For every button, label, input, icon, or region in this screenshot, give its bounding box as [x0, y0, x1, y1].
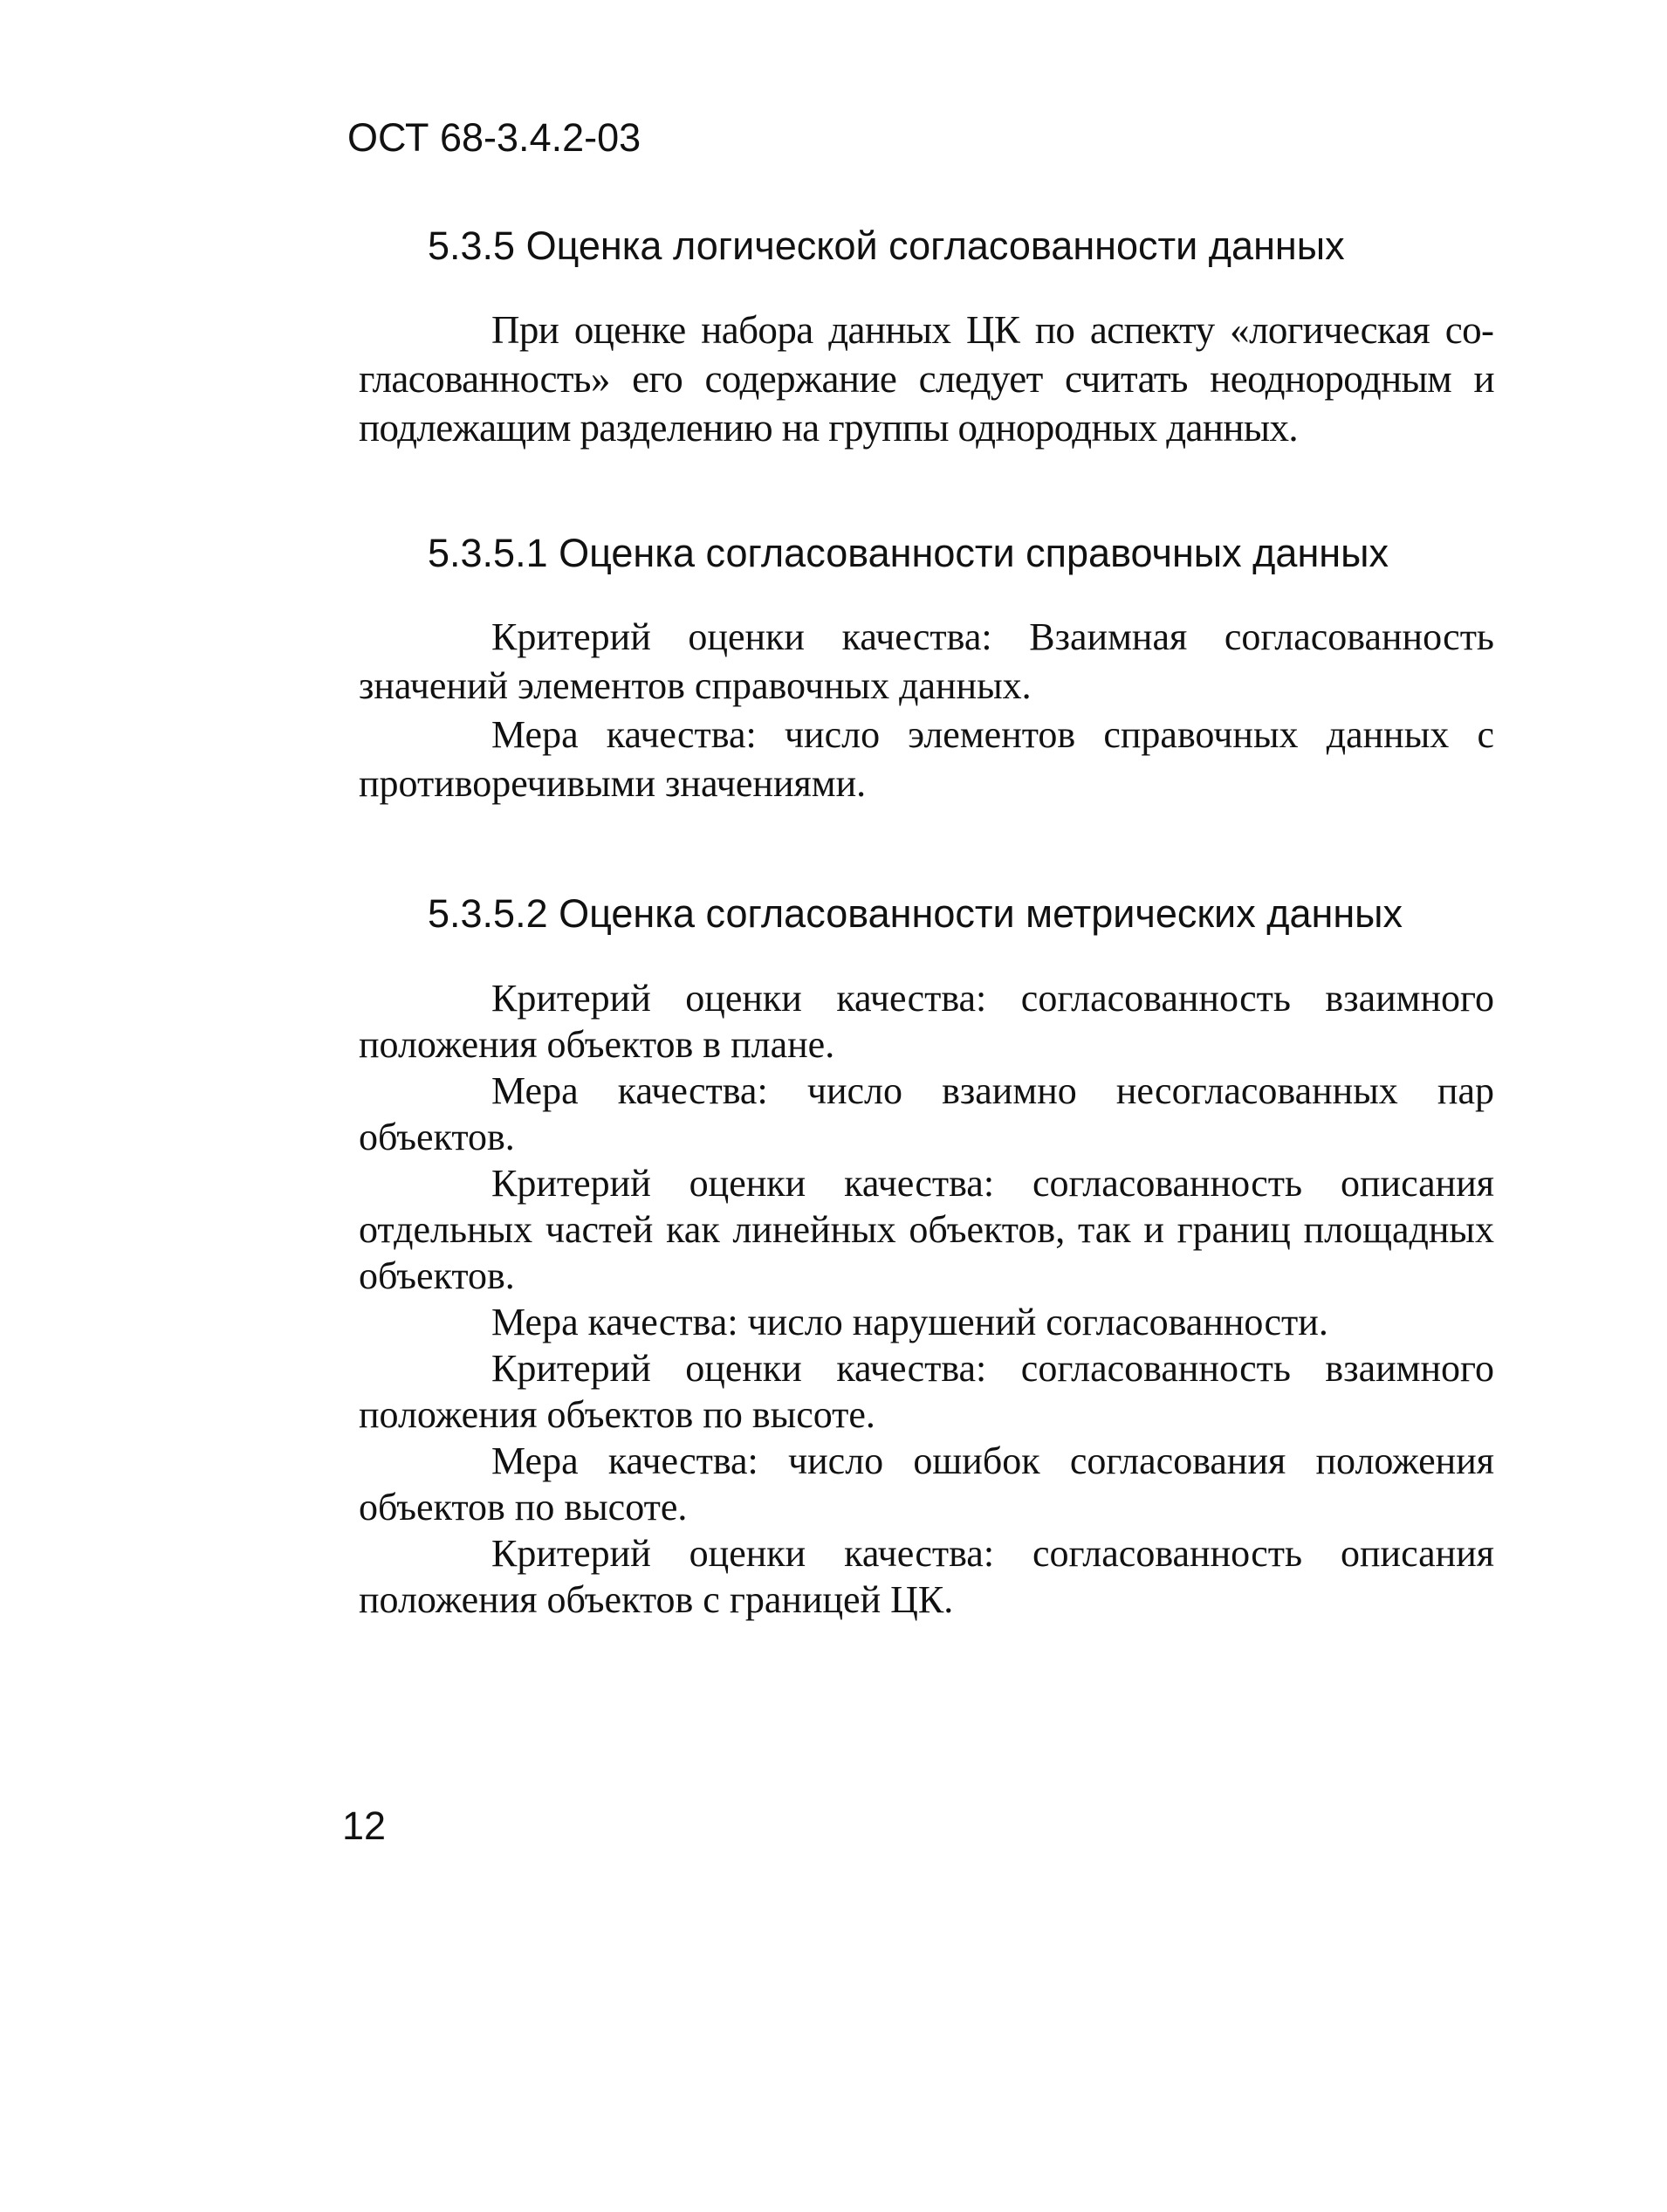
section-5-3-5-paragraph: При оценке набора данных ЦК по аспекту «логическая согласованность» его содержание следует считать неоднородным и подлежащим разделению на группы однородных данных. [359, 308, 1494, 450]
section-5-3-5-body [359, 306, 1494, 452]
section-5-3-5-1-measure: Мера качества: число элементов справочных данных с противоречивыми значениями. [359, 713, 1494, 805]
section-5-3-5-2-paragraph: Критерий оценки качества: согласованность описания отдельных частей как линейных объектов, так и границ площадных объектов. [359, 1162, 1494, 1297]
section-5-3-5-2-paragraph: Критерий оценки качества: согласованность описания положения объектов с границей ЦК. [359, 1532, 1494, 1621]
section-5-3-5-heading: 5.3.5 Оценка логической согласованности данных [428, 223, 1345, 268]
section-5-3-5-1-criterion: Критерий оценки качества: Взаимная согласованность значений элементов справочных данных. [359, 615, 1494, 707]
section-5-3-5-2-heading: 5.3.5.2 Оценка согласованности метрических данных [428, 891, 1403, 936]
page-number: 12 [342, 1803, 387, 1848]
section-5-3-5-2-paragraph: Мера качества: число ошибок согласования положения объектов по высоте. [359, 1439, 1494, 1528]
section-5-3-5-2-body [359, 975, 1494, 1623]
section-5-3-5-1-heading: 5.3.5.1 Оценка согласованности справочных данных [428, 531, 1389, 575]
section-5-3-5-2-paragraph: Мера качества: число взаимно несогласованных пар объектов. [359, 1069, 1494, 1158]
section-5-3-5-1-body [359, 613, 1494, 808]
section-5-3-5-2-paragraph: Критерий оценки качества: согласованность взаимного положения объектов по высоте. [359, 1347, 1494, 1436]
section-5-3-5-2-paragraph: Критерий оценки качества: согласованность взаимного положения объектов в плане. [359, 977, 1494, 1066]
section-5-3-5-2-paragraph: Мера качества: число нарушений согласованности. [491, 1301, 1328, 1343]
document-code: ОСТ 68-3.4.2-03 [347, 115, 641, 160]
